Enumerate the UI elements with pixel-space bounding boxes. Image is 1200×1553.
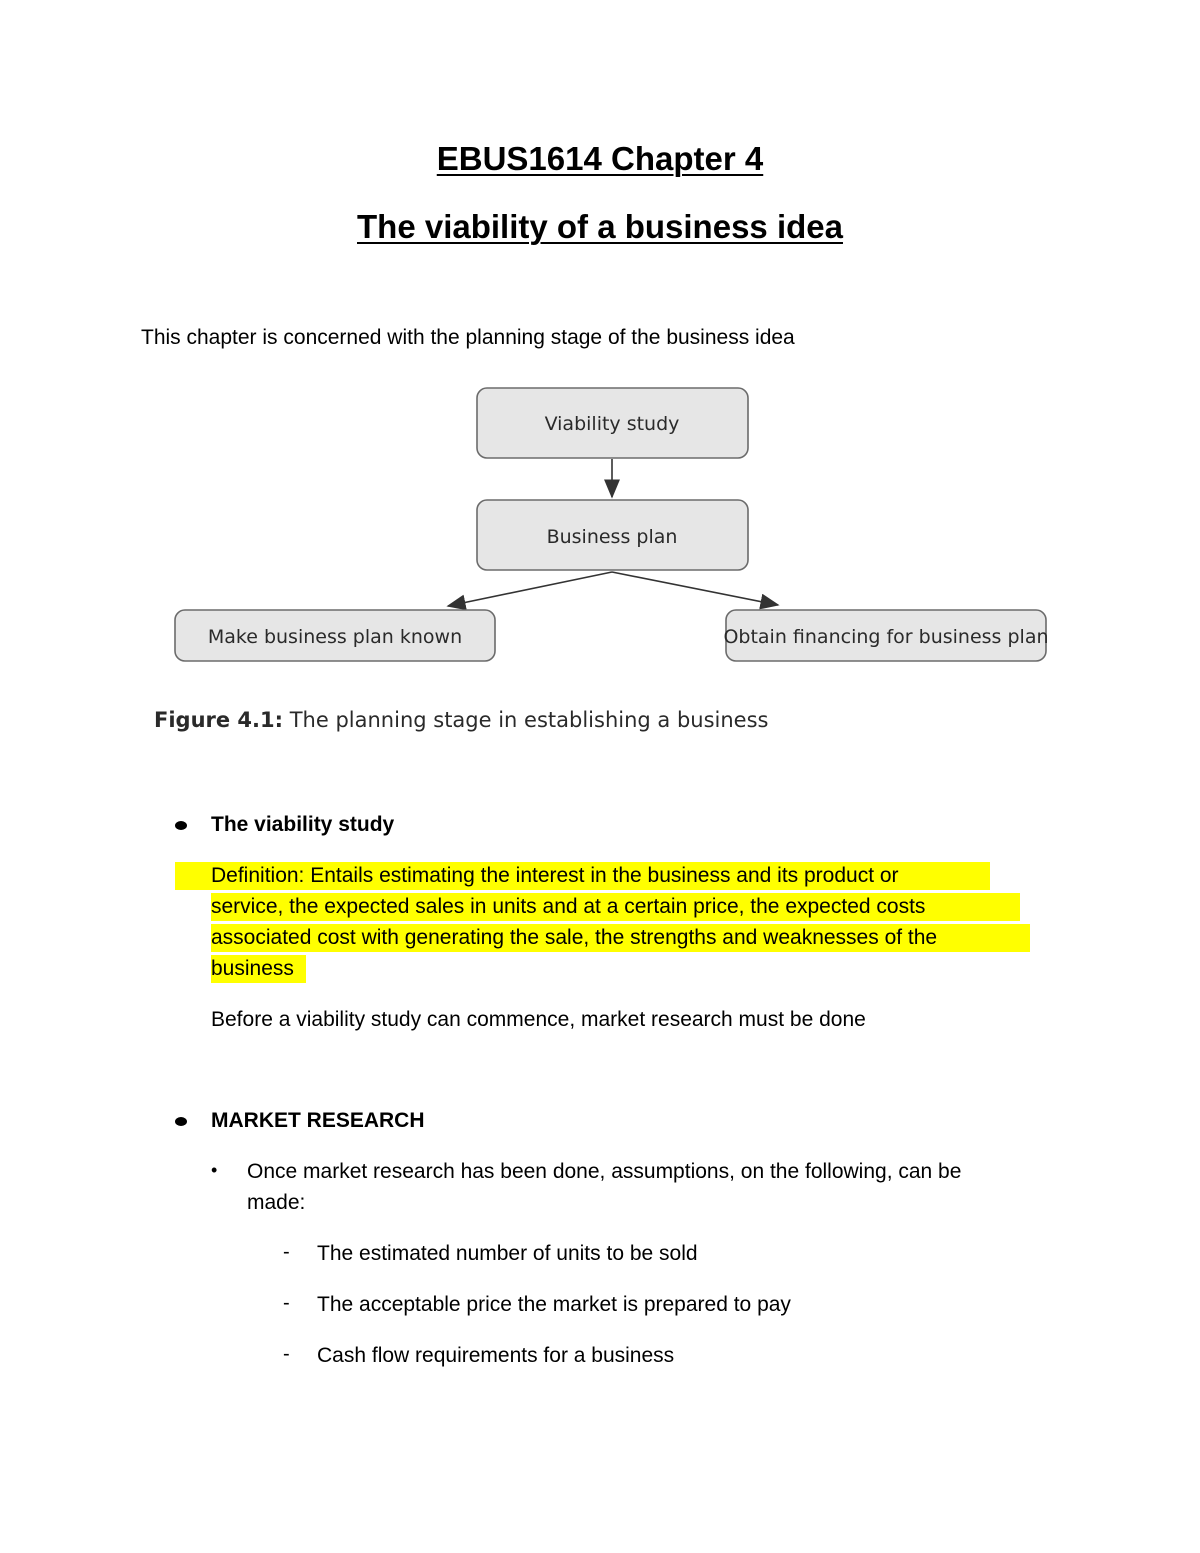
bullet-dot bbox=[175, 821, 187, 830]
market-research-note: Before a viability study can commence, market research must be done bbox=[211, 1008, 866, 1031]
node-make-plan-known bbox=[175, 610, 495, 661]
node-obtain-financing bbox=[723, 610, 1048, 661]
section-heading-market-research: MARKET RESEARCH bbox=[211, 1109, 425, 1132]
definition-line: associated cost with generating the sale, the strengths and weaknesses of the bbox=[211, 926, 938, 949]
dash-bullet: - bbox=[283, 1241, 290, 1263]
definition-line: service, the expected sales in units and at a certain price, the expected costs bbox=[211, 895, 926, 918]
subitem-price: The acceptable price the market is prepared to pay bbox=[317, 1293, 791, 1316]
arrow-plan-to-known bbox=[448, 572, 612, 606]
node-obtain-financing-label: Obtain financing for business plan bbox=[723, 626, 1049, 648]
definition-line: Definition: Entails estimating the interest in the business and its product or bbox=[211, 864, 899, 887]
section-heading-viability-study: The viability study bbox=[211, 813, 395, 836]
node-business-plan bbox=[477, 500, 748, 570]
planning-stage-diagram bbox=[0, 0, 1200, 760]
market-research-point-line: made: bbox=[247, 1191, 306, 1214]
subitem-units: The estimated number of units to be sold bbox=[317, 1242, 698, 1265]
intro-paragraph: This chapter is concerned with the planning stage of the business idea bbox=[141, 326, 795, 349]
arrow-plan-to-financing bbox=[612, 572, 778, 605]
document-title: EBUS1614 Chapter 4 bbox=[436, 140, 764, 177]
node-viability-study bbox=[477, 388, 748, 458]
figure-caption-text: The planning stage in establishing a business bbox=[283, 708, 769, 732]
node-make-plan-known-label: Make business plan known bbox=[207, 626, 463, 648]
document-subtitle: The viability of a business idea bbox=[357, 208, 843, 245]
node-business-plan-label: Business plan bbox=[546, 526, 678, 548]
market-research-point-line: Once market research has been done, assumptions, on the following, can be bbox=[247, 1160, 962, 1183]
bullet-glyph: • bbox=[211, 1160, 218, 1180]
subitem-cash-flow: Cash flow requirements for a business bbox=[317, 1344, 675, 1367]
definition-line: business bbox=[211, 957, 294, 980]
dash-bullet: - bbox=[283, 1343, 290, 1365]
figure-caption-label: Figure 4.1: bbox=[154, 708, 284, 732]
bullet-dot bbox=[175, 1117, 187, 1126]
node-viability-study-label: Viability study bbox=[544, 413, 680, 435]
dash-bullet: - bbox=[283, 1292, 290, 1314]
figure-caption bbox=[154, 708, 768, 732]
